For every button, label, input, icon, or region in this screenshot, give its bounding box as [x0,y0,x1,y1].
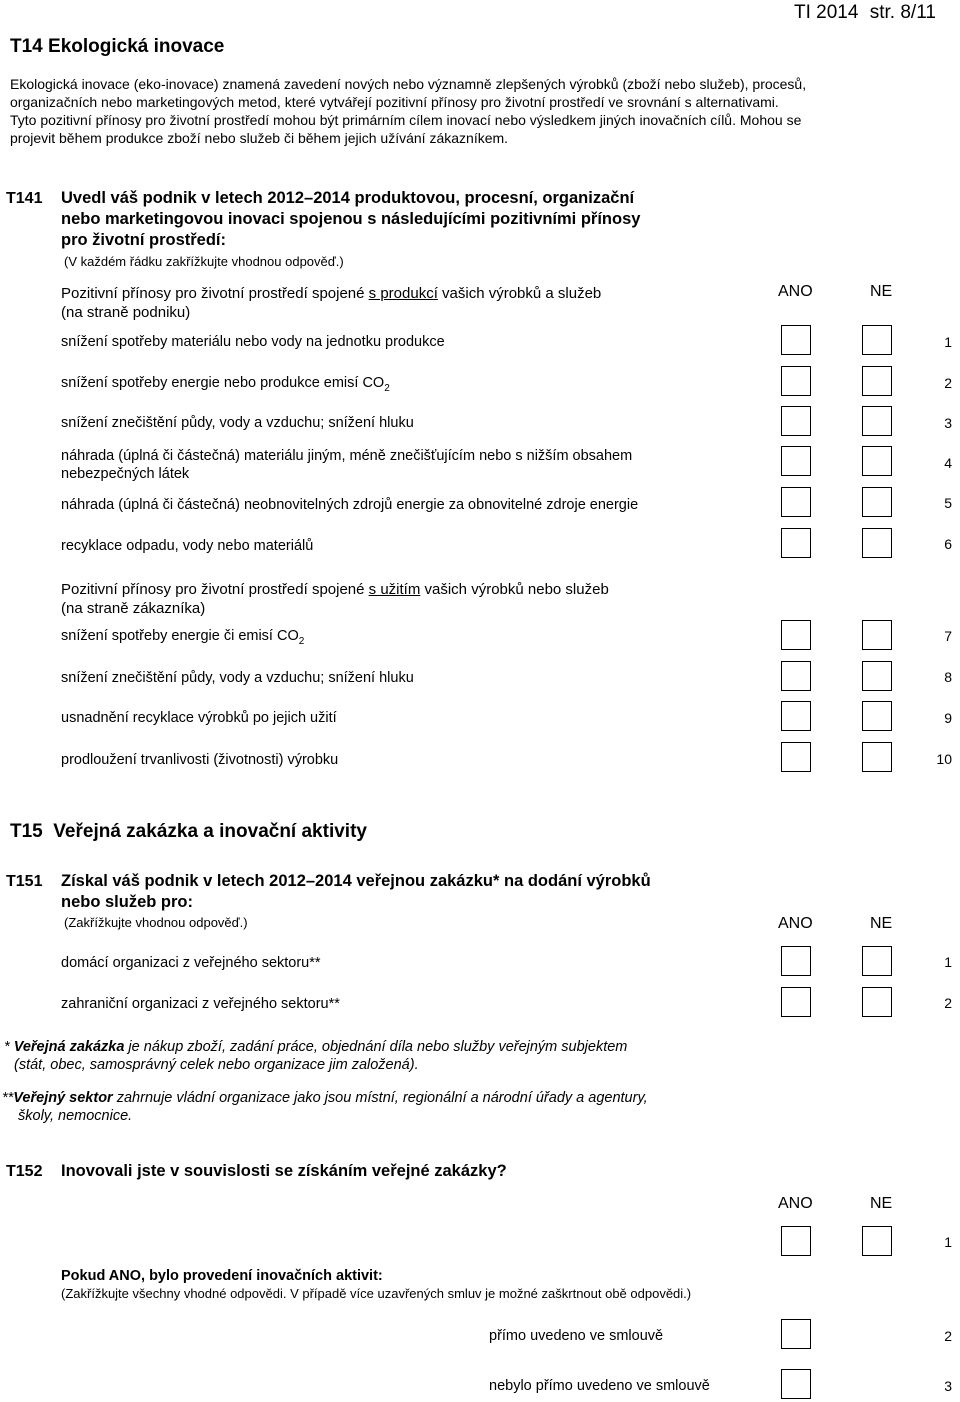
instruction-t151: (Zakřížkujte vhodnou odpověď.) [64,915,248,930]
checkbox-no[interactable] [862,366,892,396]
checkbox-no[interactable] [862,661,892,691]
item-label: recyklace odpadu, vody nebo materiálů [61,538,314,554]
item-label: domácí organizaci z veřejného sektoru** [61,955,321,971]
checkbox-no[interactable] [862,701,892,731]
row-number: 1 [944,954,952,970]
intro-line: Ekologická inovace (eko-inovace) znamená zavedení nových nebo významně zlepšených výrobků (zboží nebo služeb), procesů, [10,76,807,92]
question-code-t151: T151 [6,873,43,890]
row-number: 1 [944,1234,952,1250]
row-number: 7 [944,628,952,644]
intro-line: organizačních nebo marketingových metod, které vytvářejí pozitivní přínosy pro životní prostředí ve srovnání s alternativami. [10,94,779,110]
group-heading-line2: (na straně podniku) [61,304,191,321]
group-heading-underlined: s užitím [368,581,421,598]
footnote-marker: ** [2,1090,14,1106]
column-header-no: NE [870,1195,893,1212]
question-code-t141: T141 [6,190,43,207]
item-label: snížení znečištění půdy, vody a vzduchu; snížení hluku [61,415,414,431]
column-header-no: NE [870,915,893,932]
row-number: 2 [944,375,952,391]
checkbox-no[interactable] [862,325,892,355]
column-header-yes: ANO [778,915,813,932]
row-number: 4 [944,455,952,471]
checkbox-no[interactable] [862,446,892,476]
footnote-public-sector [2,1089,648,1125]
group-heading-text: vašich výrobků nebo služeb [420,581,609,598]
form-id-text: TI 2014 [794,2,859,23]
checkbox-yes[interactable] [781,366,811,396]
row-number: 2 [944,1328,952,1344]
subscript: 2 [298,635,305,647]
item-label [61,628,304,647]
followup-title: Pokud ANO, bylo provedení inovačních aktivit: [61,1268,383,1284]
checkbox-no[interactable] [862,987,892,1017]
question-line: Získal váš podnik v letech 2012–2014 veřejnou zakázku* na dodání výrobků [61,872,651,890]
row-number: 1 [944,334,952,350]
column-header-yes: ANO [778,1195,813,1212]
form-id [794,2,936,24]
item-label-line: nebezpečných látek [61,466,190,482]
followup-instruction: (Zakřížkujte všechny vhodné odpovědi. V případě více uzavřených smluv je možné zaškrtnout obě odpovědi.) [61,1286,692,1301]
row-number: 3 [944,1378,952,1394]
item-label [61,375,390,394]
row-number: 2 [944,995,952,1011]
question-t141 [61,188,640,251]
question-line: nebo služeb pro: [61,893,193,911]
checkbox-yes[interactable] [781,620,811,650]
row-number: 3 [944,415,952,431]
row-number: 5 [944,495,952,511]
checkbox-yes[interactable] [781,487,811,517]
checkbox-no[interactable] [862,620,892,650]
item-label: nebylo přímo uvedeno ve smlouvě [489,1378,710,1394]
checkbox-yes[interactable] [781,946,811,976]
checkbox-yes[interactable] [781,661,811,691]
footnote-term: Veřejná zakázka [13,1039,125,1055]
footnote-term: Veřejný sektor [13,1090,113,1106]
item-label: usnadnění recyklace výrobků po jejich užití [61,710,337,726]
column-header-no: NE [870,283,893,300]
item-label: náhrada (úplná či částečná) neobnovitelných zdrojů energie za obnovitelné zdroje energie [61,497,639,513]
checkbox-no[interactable] [862,946,892,976]
checkbox-no[interactable] [862,528,892,558]
footnote-text: zahrnuje vládní organizace jako jsou místní, regionální a národní úřady a agentury, [112,1090,648,1106]
footnote-marker: * [4,1039,10,1055]
item-label-line: náhrada (úplná či částečná) materiálu jiným, méně znečišťujícím nebo s nižším obsahem [61,448,633,464]
section-title: T14 Ekologická inovace [10,36,225,57]
checkbox-yes[interactable] [781,325,811,355]
intro-line: Tyto pozitivní přínosy pro životní prostředí mohou být primárním cílem inovací nebo výsledkem jiných inovačních cílů. Mohou se [10,112,802,128]
item-label: přímo uvedeno ve smlouvě [489,1328,664,1344]
group-heading-text: vašich výrobků a služeb [437,285,602,302]
item-label-text: snížení spotřeby energie či emisí CO [61,628,299,644]
question-code-t152: T152 [6,1163,43,1180]
page-number: 8/11 [900,2,936,23]
item-label: snížení spotřeby materiálu nebo vody na jednotku produkce [61,334,445,350]
item-label: snížení znečištění půdy, vody a vzduchu; snížení hluku [61,670,414,686]
item-label: zahraniční organizaci z veřejného sektoru** [61,996,340,1012]
intro-paragraph [10,75,806,147]
checkbox-yes[interactable] [781,528,811,558]
row-number: 8 [944,669,952,685]
group-heading-text: Pozitivní přínosy pro životní prostředí spojené [61,285,369,302]
footnote-text-line2: (stát, obec, samosprávný celek nebo organizace jim založená). [14,1057,419,1073]
section-title-t15: T15 Veřejná zakázka a inovační aktivity [10,821,367,842]
instruction-t141: (V každém řádku zakřížkujte vhodnou odpověď.) [64,254,344,269]
checkbox-yes[interactable] [781,742,811,772]
question-line: pro životní prostředí: [61,231,226,249]
question-line: Uvedl váš podnik v letech 2012–2014 produktovou, procesní, organizační [61,189,635,207]
column-header-yes: ANO [778,283,813,300]
intro-line: projevit během produkce zboží nebo služeb či během jejich užívání zákazníkem. [10,130,509,146]
checkbox-yes[interactable] [781,446,811,476]
checkbox-yes[interactable] [781,406,811,436]
checkbox[interactable] [781,1369,811,1399]
group-heading-production [61,284,601,322]
group-heading-underlined: s produkcí [368,285,438,302]
checkbox[interactable] [781,1319,811,1349]
group-heading-usage [61,580,609,618]
item-label-text: snížení spotřeby energie nebo produkce emisí CO [61,375,385,391]
checkbox-yes[interactable] [781,987,811,1017]
page-label: str. [869,2,896,23]
checkbox-no[interactable] [862,487,892,517]
question-line: nebo marketingovou inovaci spojenou s následujícími pozitivními přínosy [61,210,641,228]
checkbox-no[interactable] [862,742,892,772]
subscript: 2 [384,382,390,394]
footnote-public-contract [4,1038,627,1074]
row-number: 6 [944,536,952,552]
checkbox-yes[interactable] [781,701,811,731]
row-number: 9 [944,710,952,726]
footnote-text-line2: školy, nemocnice. [18,1108,133,1124]
checkbox-yes[interactable] [781,1226,811,1256]
group-heading-text: Pozitivní přínosy pro životní prostředí spojené [61,581,369,598]
checkbox-no[interactable] [862,406,892,436]
row-number: 10 [936,751,952,767]
footnote-text: je nákup zboží, zadání práce, objednání díla nebo služby veřejným subjektem [124,1039,628,1055]
question-t151 [61,871,651,913]
item-label: prodloužení trvanlivosti (životnosti) výrobku [61,752,339,768]
item-label [61,447,632,483]
group-heading-line2: (na straně zákazníka) [61,600,206,617]
checkbox-no[interactable] [862,1226,892,1256]
question-t152: Inovovali jste v souvislosti se získáním veřejné zakázky? [61,1162,507,1180]
